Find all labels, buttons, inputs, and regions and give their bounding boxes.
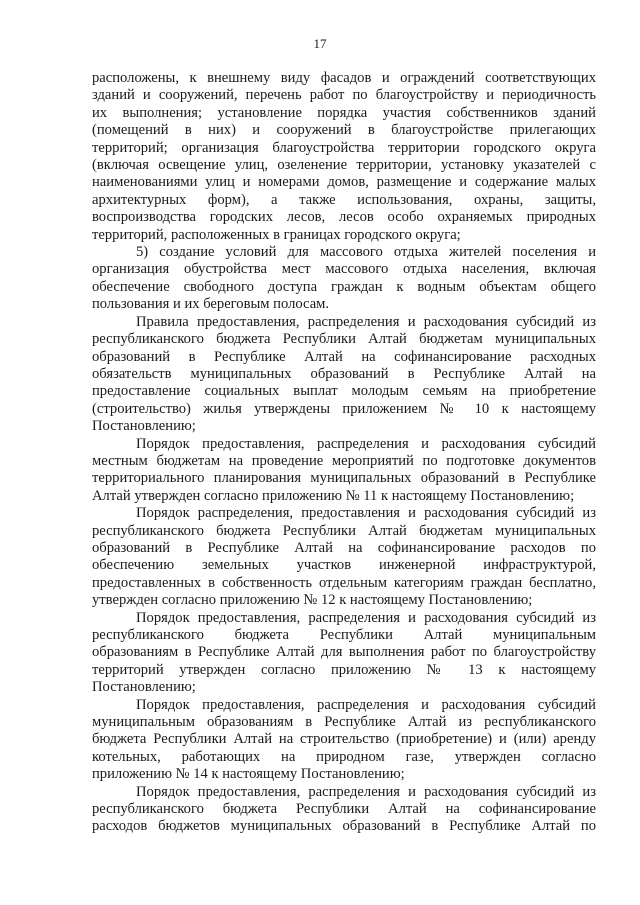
text-line: Порядок распределения, предоставления и расходования субсидий из [136, 505, 596, 522]
text-line: архитектурных форм), а также использования, охраны, защиты, [92, 191, 596, 208]
text-line: приложению № 14 к настоящему Постановлению; [92, 766, 405, 783]
text-line: наименованиями улиц и номерами домов, размещение и содержание малых [92, 174, 596, 191]
text-line: утвержден согласно приложению № 12 к настоящему Постановлению; [92, 592, 533, 609]
text-line: обязательств муниципальных образований в Республике Алтай на [92, 365, 596, 382]
text-line: территорий, расположенных в границах городского округа; [92, 226, 461, 243]
text-line: Порядок предоставления, распределения и расходования субсидий [136, 696, 596, 713]
text-line: республиканского бюджета Республики Алтай бюджетам муниципальных [92, 522, 596, 539]
text-line: Порядок предоставления, распределения и расходования субсидий из [136, 609, 596, 626]
text-line: местным бюджетам на проведение мероприятий по подготовке документов [92, 452, 596, 469]
text-line: территорий; организация благоустройства территории городского округа [92, 139, 596, 156]
text-line: организация обустройства мест массового отдыха населения, включая [92, 261, 596, 278]
text-line: Алтай утвержден согласно приложению № 11 к настоящему Постановлению; [92, 487, 575, 504]
document-body [92, 70, 596, 836]
paragraph [92, 784, 596, 836]
text-line: республиканского бюджета Республики Алтай муниципальным [92, 627, 596, 643]
paragraph [92, 505, 596, 609]
text-line: их выполнения; установление порядка участия собственников зданий [92, 104, 596, 121]
paragraph [92, 436, 596, 506]
text-line: образованиям в Республике Алтай для выполнения работ по благоустройству [92, 644, 596, 661]
text-line: расположены, к внешнему виду фасадов и ограждений соответствующих [92, 70, 596, 86]
paragraph [92, 244, 596, 314]
paragraph [92, 610, 596, 697]
text-line: Порядок предоставления, распределения и расходования субсидий из [136, 783, 596, 800]
text-line: республиканского бюджета Республики Алтай на софинансирование [92, 801, 596, 818]
text-line: Порядок предоставления, распределения и расходования субсидий [136, 435, 596, 452]
text-line: бюджета Республики Алтай на строительство (приобретение) и (или) аренду [92, 731, 596, 748]
text-line: обеспечению земельных участков инженерной инфраструктурой, [92, 557, 596, 574]
text-line: обеспечение свободного доступа граждан к водным объектам общего [92, 278, 596, 295]
page-number: 17 [313, 36, 327, 51]
text-line: котельных, работающих на природном газе, утвержден согласно [92, 748, 596, 765]
text-line: территорий утвержден согласно приложению № 13 к настоящему [92, 661, 596, 678]
text-line: предоставление социальных выплат молодым семьям на приобретение [92, 383, 596, 400]
text-line: Постановлению; [92, 418, 196, 435]
paragraph [92, 314, 596, 436]
text-line: предоставленных в собственность отдельным категориям граждан бесплатно, [92, 574, 596, 591]
text-line: воспроизводства городских лесов, лесов особо охраняемых природных [92, 209, 596, 226]
text-line: Постановлению; [92, 679, 196, 696]
text-line: (включая освещение улиц, озеленение территории, установку указателей с [92, 157, 596, 174]
paragraph [92, 697, 596, 784]
text-line: образований в Республике Алтай на софинансирование расходных [92, 348, 596, 365]
text-line: расходов бюджетов муниципальных образований в Республике Алтай по [92, 818, 596, 835]
text-line: образований в Республике Алтай на софинансирование расходов по [92, 539, 596, 556]
text-line: (помещений в них) и сооружений в благоустройстве прилегающих [92, 122, 596, 139]
paragraph [92, 70, 596, 244]
text-line: 5) создание условий для массового отдыха жителей поселения и [136, 244, 596, 261]
text-line: муниципальным образованиям в Республике Алтай из республиканского [92, 714, 596, 731]
text-line: территориального планирования муниципальных образований в Республике [92, 470, 596, 487]
text-line: пользования и их береговым полосам. [92, 296, 330, 313]
text-line: зданий и сооружений, перечень работ по благоустройству и периодичность [92, 87, 596, 104]
text-line: Правила предоставления, распределения и расходования субсидий из [136, 313, 596, 330]
text-line: республиканского бюджета Республики Алтай бюджетам муниципальных [92, 331, 596, 348]
text-line: (строительство) жилья утверждены приложением № 10 к настоящему [92, 400, 596, 417]
